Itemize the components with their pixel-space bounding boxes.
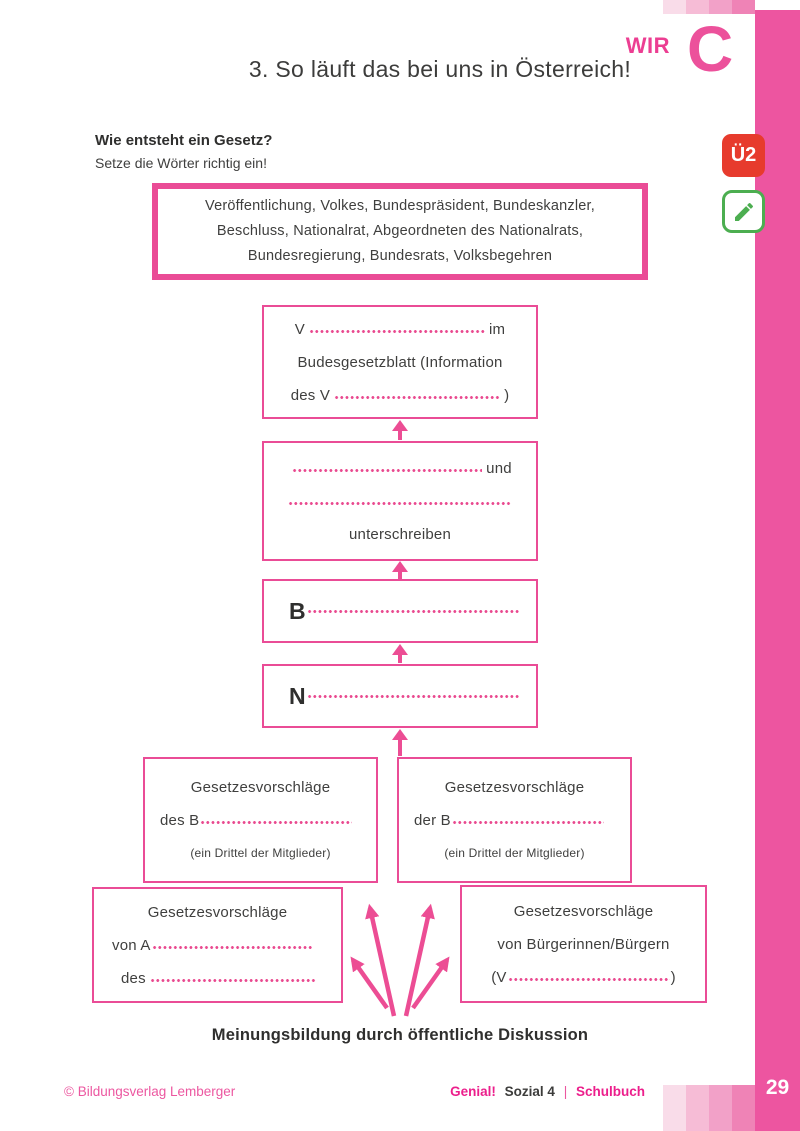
flow-box-proposal-government bbox=[92, 887, 343, 1003]
dotted-blank bbox=[334, 395, 500, 400]
arrow-fan bbox=[335, 896, 465, 1021]
flow-box-proposal-right bbox=[397, 757, 632, 883]
question-heading: Wie entsteht ein Gesetz? bbox=[95, 132, 273, 149]
gradient-square bbox=[709, 1085, 732, 1131]
box-text: von Bürgerinnen/Bürgern bbox=[497, 935, 670, 953]
box-text: unterschreiben bbox=[348, 525, 452, 543]
sidebar-band bbox=[755, 10, 800, 1131]
word-bank-box bbox=[152, 183, 648, 280]
dotted-blank bbox=[292, 468, 482, 473]
gradient-square bbox=[732, 0, 755, 14]
dotted-blank bbox=[452, 820, 604, 825]
blank-prefix: von A bbox=[112, 936, 151, 954]
dotted-blank bbox=[288, 501, 512, 506]
up-arrow bbox=[391, 561, 409, 579]
gradient-square bbox=[663, 0, 686, 14]
exercise-badge: Ü2 bbox=[722, 134, 765, 177]
blank-suffix: ) bbox=[670, 968, 676, 986]
blank-prefix: des B bbox=[160, 811, 200, 829]
dotted-blank bbox=[150, 978, 316, 983]
dotted-blank bbox=[200, 820, 352, 825]
flow-box-proposal-citizens bbox=[460, 885, 707, 1003]
footer-separator: | bbox=[563, 1084, 568, 1099]
dotted-blank bbox=[307, 694, 519, 699]
box-text: Gesetzesvorschläge bbox=[190, 778, 331, 796]
blank-suffix: im bbox=[488, 320, 506, 338]
up-arrow bbox=[391, 644, 409, 663]
blank-prefix: der B bbox=[414, 811, 451, 829]
dotted-blank bbox=[508, 977, 670, 982]
box-text: Gesetzesvorschläge bbox=[513, 902, 654, 920]
blank-prefix: (V bbox=[491, 968, 507, 986]
flow-box-signing bbox=[262, 441, 538, 561]
box-text: Gesetzesvorschläge bbox=[444, 778, 585, 796]
dotted-blank bbox=[307, 609, 519, 614]
gradient-square bbox=[732, 1085, 755, 1131]
word-bank-line: Bundesregierung, Bundesrats, Volksbegehren bbox=[247, 248, 553, 264]
footer-book-title bbox=[450, 1084, 645, 1099]
page-title: 3. So läuft das bei uns in Österreich! bbox=[248, 56, 632, 82]
pencil-icon bbox=[732, 200, 756, 224]
dotted-blank bbox=[309, 329, 485, 334]
box-text: Budesgesetzblatt (Information bbox=[297, 353, 503, 371]
word-bank-line: Beschluss, Nationalrat, Abgeordneten des Nationalrats, bbox=[216, 223, 584, 239]
word-bank-line: Veröffentlichung, Volkes, Bundespräsident, Bundeskanzler, bbox=[205, 198, 595, 214]
gradient-square bbox=[663, 1085, 686, 1131]
section-letter: C bbox=[687, 13, 734, 85]
pencil-badge bbox=[722, 190, 765, 233]
box-note: (ein Drittel der Mitglieder) bbox=[190, 845, 331, 860]
flow-box-publication bbox=[262, 305, 538, 419]
blank-suffix: und bbox=[486, 459, 512, 477]
brand-wir: WIR bbox=[625, 33, 670, 58]
up-arrow bbox=[391, 729, 409, 756]
instruction-text: Setze die Wörter richtig ein! bbox=[95, 155, 267, 171]
flow-box-nationalrat bbox=[262, 664, 538, 728]
blank-suffix: ) bbox=[504, 386, 510, 404]
gradient-square bbox=[686, 0, 709, 14]
footer-series: Sozial 4 bbox=[504, 1084, 555, 1099]
blank-prefix: B bbox=[289, 597, 306, 624]
gradient-square bbox=[686, 1085, 709, 1131]
footer-book-type: Schulbuch bbox=[575, 1084, 645, 1099]
copyright-text: © Bildungsverlag Lemberger bbox=[64, 1084, 236, 1099]
gradient-square bbox=[709, 0, 732, 14]
blank-prefix: des V bbox=[290, 386, 331, 404]
box-note: (ein Drittel der Mitglieder) bbox=[444, 845, 585, 860]
flow-box-proposal-left bbox=[143, 757, 378, 883]
blank-prefix: V bbox=[294, 320, 305, 338]
up-arrow bbox=[391, 420, 409, 440]
box-text: Gesetzesvorschläge bbox=[147, 903, 288, 921]
blank-prefix: des bbox=[121, 969, 146, 987]
flowchart-caption: Meinungsbildung durch öffentliche Diskussion bbox=[211, 1026, 589, 1044]
dotted-blank bbox=[152, 945, 312, 950]
flow-box-bundesrat bbox=[262, 579, 538, 643]
blank-prefix: N bbox=[289, 682, 306, 709]
footer-brand: Genial! bbox=[450, 1084, 496, 1099]
page-number: 29 bbox=[765, 1076, 790, 1099]
